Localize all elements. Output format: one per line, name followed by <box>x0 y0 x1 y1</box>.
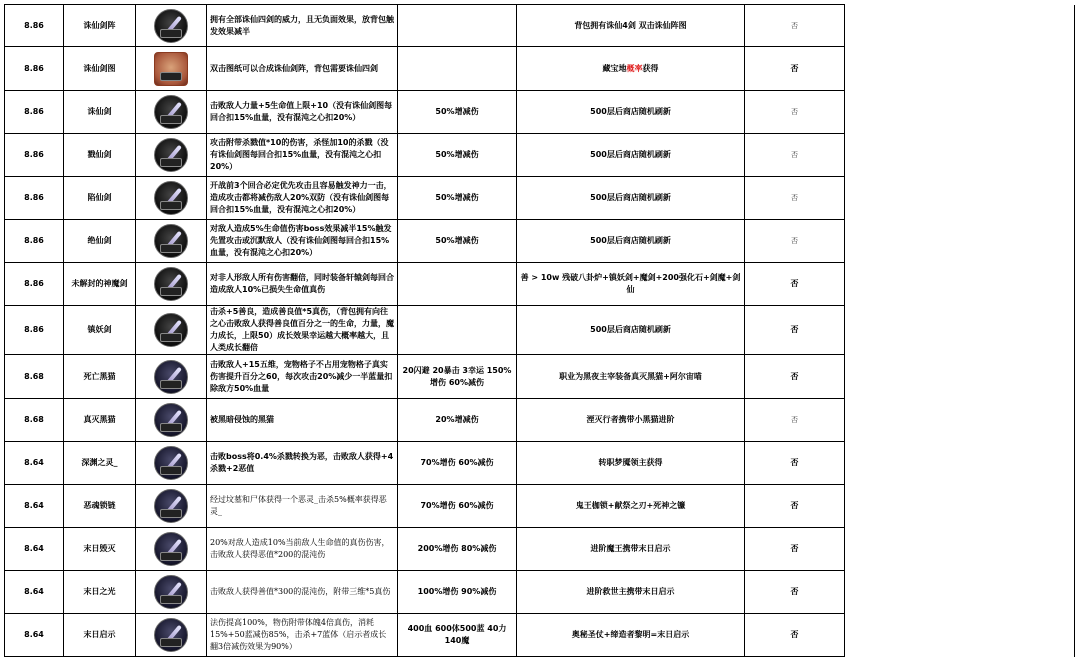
table-row <box>5 134 1075 177</box>
source-text: 进阶魔王携带末日启示 <box>590 544 671 553</box>
table-row <box>5 399 1075 442</box>
source-cell <box>517 306 745 355</box>
empty-cell <box>845 5 1075 47</box>
source-text: 善 > 10w 残破八卦炉+镇妖剑+魔剑+200强化石+剑魔+剑仙 <box>520 273 741 294</box>
empty-cell <box>845 177 1075 220</box>
flag-cell: 否 <box>745 5 845 47</box>
item-name-cell: 深渊之灵_ <box>64 442 136 485</box>
version-cell: 8.64 <box>5 442 64 485</box>
icon-cell <box>136 134 207 177</box>
scroll-map-icon <box>154 52 188 86</box>
table-row <box>5 263 1075 306</box>
icon-cell <box>136 571 207 614</box>
source-text: 背包拥有诛仙4剑 双击诛仙阵图 <box>574 20 687 30</box>
icon-cell <box>136 91 207 134</box>
empty-cell <box>845 306 1075 355</box>
item-name-cell: 未解封的神魔剑 <box>64 263 136 306</box>
flag-cell: 否 <box>745 177 845 220</box>
table-row <box>5 442 1075 485</box>
table-row <box>5 485 1075 528</box>
empty-cell <box>845 571 1075 614</box>
source-text: 500层后商店随机刷新 <box>590 193 671 202</box>
table-row <box>5 355 1075 399</box>
description-cell: 对非人形敌人所有伤害翻倍，同时装备轩辕剑每回合造成敌人10%已损失生命值真伤 <box>207 263 398 306</box>
version-cell: 8.64 <box>5 485 64 528</box>
flag-cell: 否 <box>745 47 845 91</box>
description-cell: 击杀+5善良，造成善良值*5真伤，（背包拥有向往之心击败敌人获得善良值百分之一的生命，力量，魔力成长，上限50）成长效果幸运越大概率越大，且人类成长翻倍 <box>207 306 398 355</box>
stats-cell <box>398 47 517 91</box>
flag-cell: 否 <box>745 614 845 657</box>
flag-cell: 否 <box>745 571 845 614</box>
item-name-cell: 末日之光 <box>64 571 136 614</box>
source-text: 500层后商店随机刷新 <box>590 107 671 116</box>
source-cell <box>517 47 745 91</box>
item-name-cell: 诛仙剑 <box>64 91 136 134</box>
flag-cell: 否 <box>745 485 845 528</box>
demon-sword-icon <box>154 267 188 301</box>
source-cell <box>517 177 745 220</box>
description-cell: 击败敌人力量+5生命值上限+10（没有诛仙剑图每回合扣15%血量，没有混沌之心扣20%） <box>207 91 398 134</box>
source-text: 500层后商店随机刷新 <box>590 236 671 245</box>
flag-cell: 否 <box>745 442 845 485</box>
source-text: 湮灭行者携带小黑猫进阶 <box>586 415 675 424</box>
description-cell: 被黑暗侵蚀的黑猫 <box>207 399 398 442</box>
empty-cell <box>845 528 1075 571</box>
sword-icon <box>154 224 188 258</box>
flag-cell: 否 <box>745 306 845 355</box>
description-cell: 开战前3个回合必定优先攻击且容易触发神力一击，造成攻击都将减伤敌人20%双防（没有诛仙剑图每回合扣15%血量，没有混沌之心扣20%） <box>207 177 398 220</box>
doom-light-icon <box>154 575 188 609</box>
empty-cell <box>845 614 1075 657</box>
flag-cell: 否 <box>745 399 845 442</box>
table-row <box>5 528 1075 571</box>
sword-icon <box>154 138 188 172</box>
icon-cell <box>136 485 207 528</box>
source-cell <box>517 134 745 177</box>
stats-cell: 100%增伤 90%减伤 <box>398 571 517 614</box>
sword-icon <box>154 95 188 129</box>
source-text: 转职梦魇领主获得 <box>598 458 663 467</box>
description-cell: 击败boss将0.4%杀戮转换为恶，击败敌人获得+4杀戮+2恶值 <box>207 442 398 485</box>
description-cell: 对敌人造成5%生命值伤害boss效果减半15%触发先置攻击或沉默敌人（没有诛仙剑图每回合扣15%血量，没有混沌之心扣20%） <box>207 220 398 263</box>
icon-cell <box>136 399 207 442</box>
table-row <box>5 306 1075 355</box>
table-row <box>5 177 1075 220</box>
description-cell: 双击图纸可以合成诛仙剑阵，背包需要诛仙四剑 <box>207 47 398 91</box>
item-name-cell: 诛仙剑图 <box>64 47 136 91</box>
stats-cell: 70%增伤 60%减伤 <box>398 485 517 528</box>
version-cell: 8.86 <box>5 5 64 47</box>
version-cell: 8.86 <box>5 220 64 263</box>
icon-cell <box>136 442 207 485</box>
stats-cell: 400血 600体500蓝 40力 140魔 <box>398 614 517 657</box>
source-cell <box>517 571 745 614</box>
flag-cell: 否 <box>745 91 845 134</box>
version-cell: 8.86 <box>5 263 64 306</box>
table-row <box>5 220 1075 263</box>
source-cell <box>517 485 745 528</box>
version-cell: 8.86 <box>5 177 64 220</box>
item-name-cell: 末日启示 <box>64 614 136 657</box>
item-name-cell: 陷仙剑 <box>64 177 136 220</box>
icon-cell <box>136 614 207 657</box>
stats-cell <box>398 5 517 47</box>
doom-revelation-icon <box>154 618 188 652</box>
description-cell: 20%对敌人造成10%当前敌人生命值的真伤伤害，击败敌人获得恶值*200的混沌伤 <box>207 528 398 571</box>
source-suffix: 获得 <box>642 63 659 73</box>
source-text: 藏宝地 <box>602 63 627 73</box>
item-name-cell: 诛仙剑阵 <box>64 5 136 47</box>
version-cell: 8.86 <box>5 91 64 134</box>
black-cat-icon <box>154 360 188 394</box>
flag-cell: 否 <box>745 263 845 306</box>
source-cell <box>517 614 745 657</box>
icon-cell <box>136 220 207 263</box>
source-text: 奥秘圣仗+缔造者黎明=末日启示 <box>571 630 690 639</box>
sword-icon <box>154 181 188 215</box>
empty-cell <box>845 355 1075 399</box>
table-row <box>5 47 1075 91</box>
source-cell <box>517 91 745 134</box>
flag-cell: 否 <box>745 134 845 177</box>
stats-cell <box>398 263 517 306</box>
stats-cell: 20%增减伤 <box>398 399 517 442</box>
item-name-cell: 绝仙剑 <box>64 220 136 263</box>
item-name-cell: 真灭黑猫 <box>64 399 136 442</box>
table-row <box>5 5 1075 47</box>
empty-cell <box>845 485 1075 528</box>
description-cell: 攻击附带杀戮值*10的伤害，杀怪加10的杀戮（没有诛仙剑图每回合扣15%血量，没有混沌之心扣20%） <box>207 134 398 177</box>
empty-cell <box>845 399 1075 442</box>
item-name-cell: 末日毁灭 <box>64 528 136 571</box>
stats-cell: 200%增伤 80%减伤 <box>398 528 517 571</box>
table-row <box>5 571 1075 614</box>
source-cell <box>517 263 745 306</box>
source-cell <box>517 355 745 399</box>
source-cell <box>517 5 745 47</box>
version-cell: 8.64 <box>5 528 64 571</box>
abyss-spirit-icon <box>154 446 188 480</box>
icon-cell <box>136 528 207 571</box>
stats-cell <box>398 306 517 355</box>
version-cell: 8.86 <box>5 134 64 177</box>
source-text: 职业为黑夜主宰装备真灭黑猫+阿尔宙喵 <box>559 371 702 381</box>
description-cell: 拥有全部诛仙四剑的威力，且无负面效果，放背包触发效果减半 <box>207 5 398 47</box>
source-cell <box>517 220 745 263</box>
icon-cell <box>136 177 207 220</box>
table-row <box>5 614 1075 657</box>
stats-cell: 20闪避 20暴击 3幸运 150%增伤 60%减伤 <box>398 355 517 399</box>
flag-cell: 否 <box>745 355 845 399</box>
icon-cell <box>136 47 207 91</box>
stats-cell: 50%增减伤 <box>398 134 517 177</box>
item-name-cell: 镇妖剑 <box>64 306 136 355</box>
description-cell: 击败敌人+15五维，宠物格子不占用宠物格子真实伤害提升百分之60，每次攻击20%减少一半蓝量扣除敌方50%血量 <box>207 355 398 399</box>
item-table <box>4 4 1075 657</box>
dark-cat-icon <box>154 403 188 437</box>
item-name-cell: 戮仙剑 <box>64 134 136 177</box>
blue-sword-icon <box>154 313 188 347</box>
table-body <box>5 5 1075 657</box>
sword-formation-icon <box>154 9 188 43</box>
version-cell: 8.68 <box>5 399 64 442</box>
stats-cell: 50%增减伤 <box>398 91 517 134</box>
icon-cell <box>136 5 207 47</box>
item-name-cell: 恶魂锁链 <box>64 485 136 528</box>
version-cell: 8.86 <box>5 47 64 91</box>
version-cell: 8.86 <box>5 306 64 355</box>
version-cell: 8.68 <box>5 355 64 399</box>
doom-destroy-icon <box>154 532 188 566</box>
source-cell <box>517 442 745 485</box>
source-text: 500层后商店随机刷新 <box>590 150 671 159</box>
stats-cell: 50%增减伤 <box>398 177 517 220</box>
version-cell: 8.64 <box>5 571 64 614</box>
source-text: 500层后商店随机刷新 <box>590 325 671 334</box>
chain-icon <box>154 489 188 523</box>
empty-cell <box>845 263 1075 306</box>
empty-cell <box>845 442 1075 485</box>
flag-cell: 否 <box>745 220 845 263</box>
icon-cell <box>136 306 207 355</box>
stats-cell: 70%增伤 60%减伤 <box>398 442 517 485</box>
source-text: 进阶救世主携带末日启示 <box>586 587 675 596</box>
description-cell: 法伤提高100%，物伤附带体魄4倍真伤，消耗15%+50蓝减伤85%，击杀+7蓝体（启示者成长翻3倍减伤效果为90%） <box>207 614 398 657</box>
icon-cell <box>136 355 207 399</box>
source-text: 鬼王枷锁+献祭之刃+死神之镰 <box>575 501 686 510</box>
description-cell: 经过坟墓和尸体获得一个恶灵_击杀5%概率获得恶灵_ <box>207 485 398 528</box>
item-name-cell: 死亡黑猫 <box>64 355 136 399</box>
source-cell <box>517 528 745 571</box>
empty-cell <box>845 134 1075 177</box>
empty-cell <box>845 47 1075 91</box>
stats-cell: 50%增减伤 <box>398 220 517 263</box>
table-row <box>5 91 1075 134</box>
source-cell <box>517 399 745 442</box>
empty-cell <box>845 91 1075 134</box>
description-cell: 击败敌人获得善值*300的混沌伤，附带三维*5真伤 <box>207 571 398 614</box>
flag-cell: 否 <box>745 528 845 571</box>
version-cell: 8.64 <box>5 614 64 657</box>
empty-cell <box>845 220 1075 263</box>
icon-cell <box>136 263 207 306</box>
source-highlight: 概率 <box>626 63 643 73</box>
